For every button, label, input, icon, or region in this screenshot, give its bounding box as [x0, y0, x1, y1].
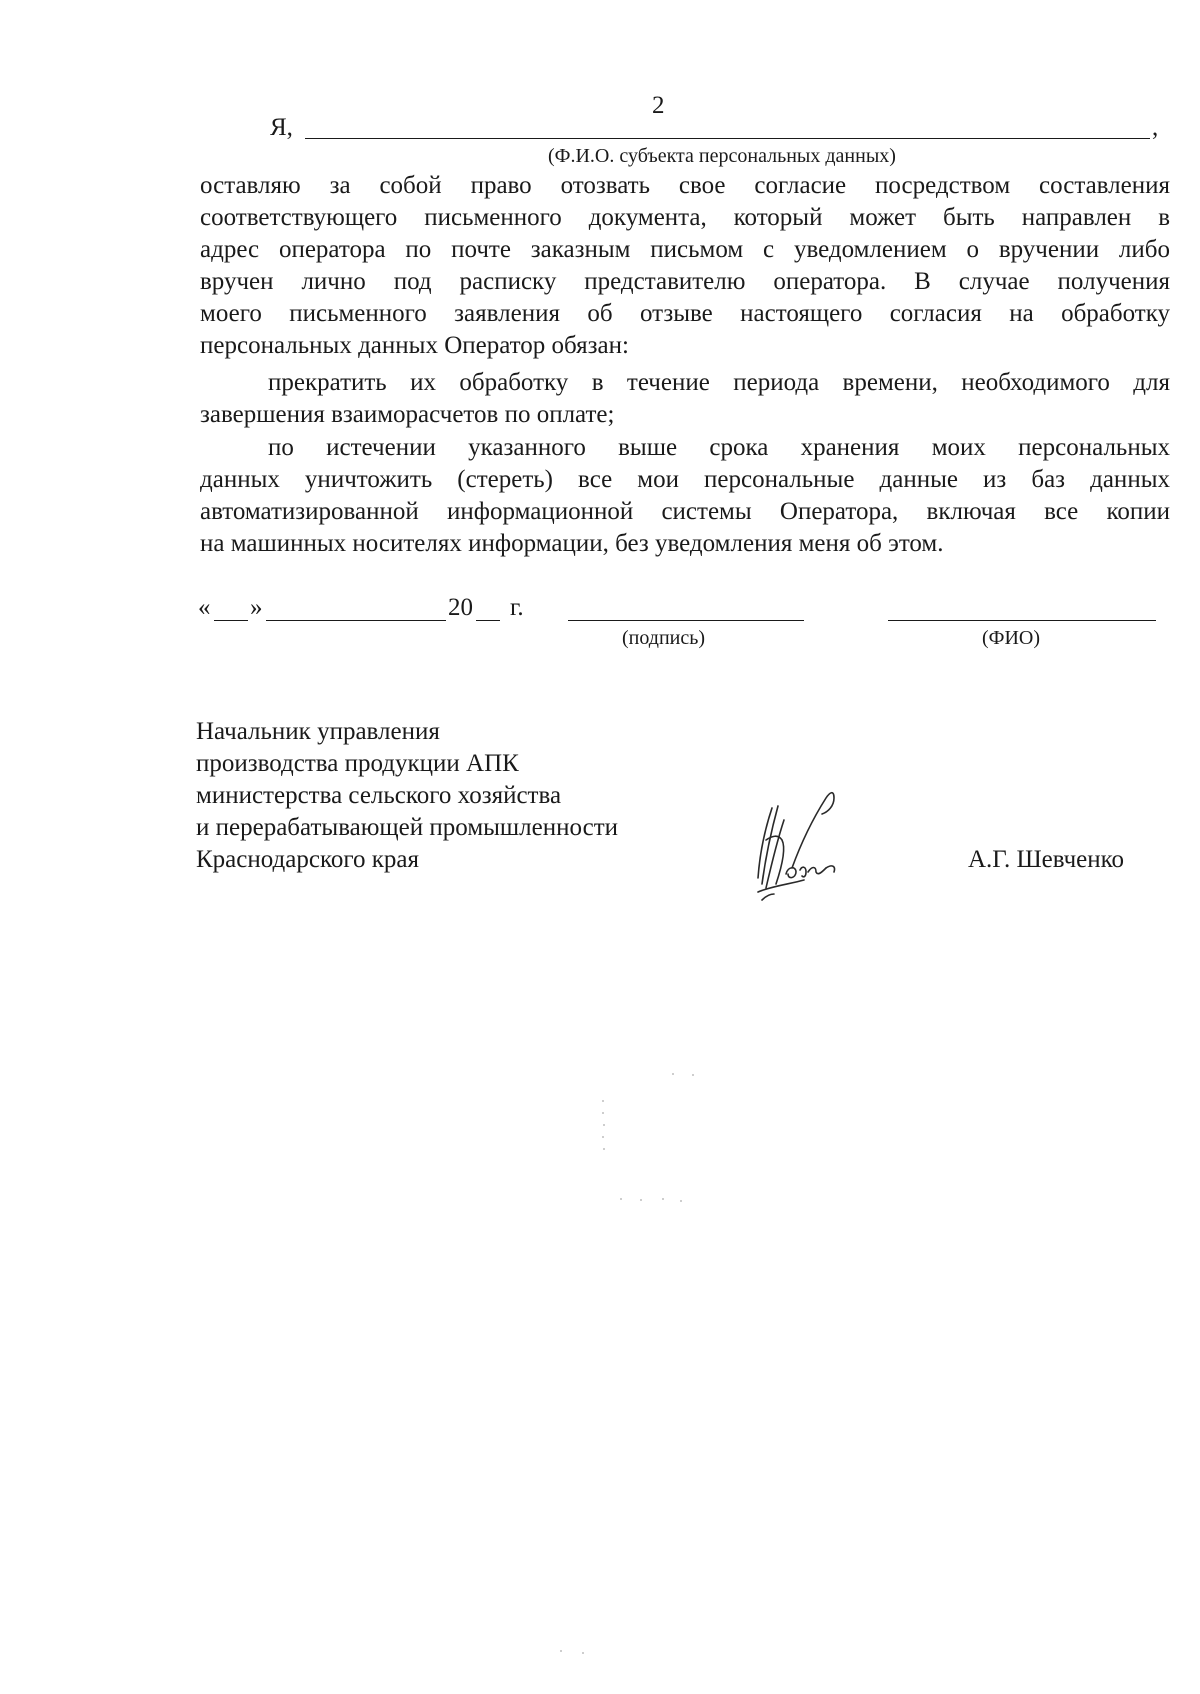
signatory-name: А.Г. Шевченко — [968, 846, 1125, 873]
date-open-quote: « — [198, 594, 211, 621]
date-year-prefix: 20 — [448, 594, 473, 621]
scan-speck — [560, 1650, 562, 1652]
signatory-title-line: Краснодарского края — [196, 846, 419, 873]
paragraph-line: на машинных носителях информации, без уведомления меня об этом. — [200, 530, 944, 557]
scan-speck — [672, 1073, 674, 1075]
paragraph-line: соответствующего письменного документа, который может быть направлен в — [200, 204, 1170, 231]
handwritten-signature — [742, 780, 872, 910]
signature-field[interactable] — [568, 620, 804, 621]
subject-name-field[interactable] — [305, 138, 1150, 139]
signatory-title-line: министерства сельского хозяйства — [196, 782, 562, 809]
signatory-title-line: Начальник управления — [196, 718, 440, 745]
paragraph-line: данных уничтожить (стереть) все мои персональные данные из баз данных — [200, 466, 1170, 493]
scan-speck — [582, 1652, 584, 1654]
scan-speck — [662, 1198, 664, 1200]
scan-speck — [603, 1148, 605, 1150]
scan-speck — [602, 1100, 604, 1102]
scan-speck — [602, 1112, 604, 1114]
paragraph-line: персональных данных Оператор обязан: — [200, 332, 629, 359]
paragraph-line: вручен лично под расписку представителю оператора. В случае получения — [200, 268, 1170, 295]
scan-speck — [603, 1124, 605, 1126]
intro-prefix: Я, — [270, 114, 293, 141]
signatory-title — [196, 716, 618, 876]
scan-speck — [680, 1200, 682, 1202]
date-close-quote: » — [250, 594, 263, 621]
signatory-title-line: производства продукции АПК — [196, 750, 519, 777]
scan-speck — [640, 1199, 642, 1201]
paragraph-line: по истечении указанного выше срока хранения моих персональных — [268, 434, 1170, 461]
full-name-field[interactable] — [888, 620, 1156, 621]
paragraph-destroy-data — [200, 432, 1170, 560]
paragraph-line: завершения взаиморасчетов по оплате; — [200, 401, 615, 428]
date-month-field[interactable] — [266, 620, 446, 621]
date-day-field[interactable] — [214, 620, 248, 621]
scan-speck — [602, 1136, 604, 1138]
subject-name-caption: (Ф.И.О. субъекта персональных данных) — [548, 145, 896, 167]
intro-suffix: , — [1152, 114, 1159, 141]
paragraph-line: автоматизированной информационной системы Оператора, включая все копии — [200, 498, 1170, 525]
paragraph-revocation — [200, 170, 1170, 362]
paragraph-line: адрес оператора по почте заказным письмом с уведомлением о вручении либо — [200, 236, 1170, 263]
signatory-title-line: и перерабатывающей промышленности — [196, 814, 619, 841]
date-year-field[interactable] — [476, 620, 500, 621]
page-number: 2 — [652, 92, 665, 119]
date-year-suffix: г. — [510, 594, 524, 621]
scan-speck — [620, 1198, 622, 1200]
scan-speck — [692, 1074, 694, 1076]
full-name-caption: (ФИО) — [982, 627, 1041, 649]
paragraph-line: прекратить их обработку в течение периода времени, необходимого для — [268, 369, 1170, 396]
signature-caption: (подпись) — [622, 627, 706, 649]
paragraph-line: оставляю за собой право отозвать свое согласие посредством составления — [200, 172, 1170, 199]
paragraph-line: моего письменного заявления об отзыве настоящего согласия на обработку — [200, 300, 1170, 327]
paragraph-stop-processing — [200, 367, 1170, 431]
